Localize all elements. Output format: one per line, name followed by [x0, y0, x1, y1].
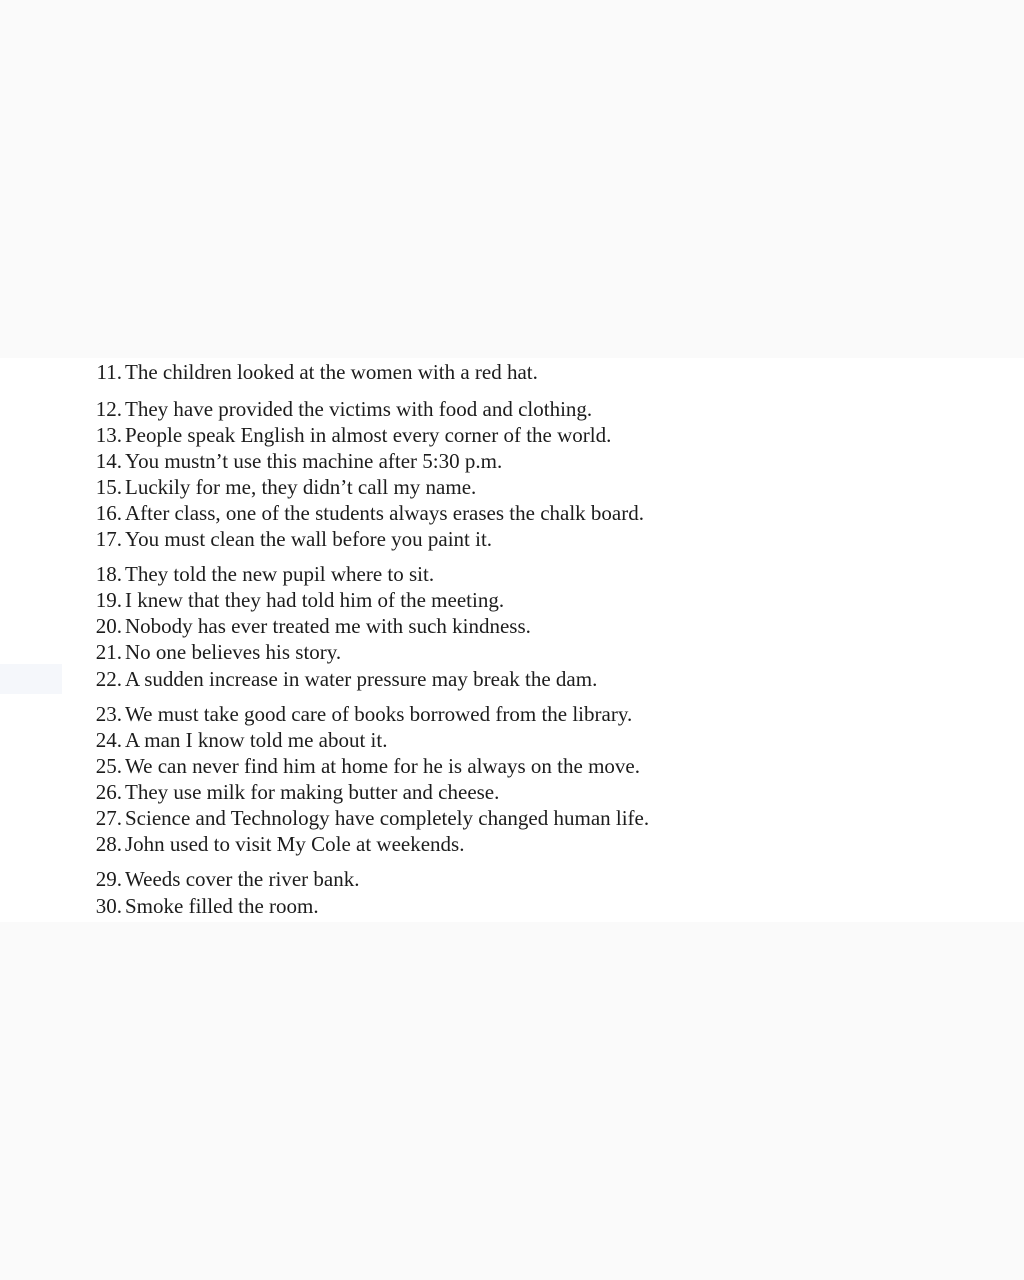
- item-text: John used to visit My Cole at weekends.: [125, 832, 465, 856]
- item-number: 22.: [95, 667, 122, 691]
- item-text: I knew that they had told him of the meeting.: [125, 588, 505, 612]
- item-text: We can never find him at home for he is always on the move.: [125, 754, 640, 778]
- list-item: [0, 866, 1024, 892]
- list-item: [0, 805, 1024, 831]
- item-number: 14.: [95, 449, 122, 473]
- list-item: [0, 359, 1024, 385]
- list-item: [0, 422, 1024, 448]
- item-text: We must take good care of books borrowed from the library.: [125, 702, 633, 726]
- list-item: [0, 727, 1024, 753]
- sentence-list: [0, 358, 1024, 922]
- list-item: [0, 526, 1024, 552]
- item-number: 20.: [95, 614, 122, 638]
- item-number: 27.: [95, 806, 122, 830]
- item-text: You must clean the wall before you paint it.: [125, 527, 493, 551]
- margin-highlight: [0, 664, 62, 694]
- list-item: [0, 561, 1024, 587]
- item-number: 25.: [95, 754, 122, 778]
- item-number: 11.: [96, 360, 122, 384]
- list-item: [0, 831, 1024, 857]
- list-item: [0, 448, 1024, 474]
- item-number: 18.: [95, 562, 122, 586]
- document-page: [0, 358, 1024, 922]
- item-text: They told the new pupil where to sit.: [125, 562, 435, 586]
- item-text: Smoke filled the room.: [125, 894, 319, 918]
- list-item: [0, 701, 1024, 727]
- item-number: 17.: [95, 527, 122, 551]
- item-number: 19.: [95, 588, 122, 612]
- item-text: They use milk for making butter and cheese.: [125, 780, 500, 804]
- item-number: 26.: [95, 780, 122, 804]
- list-item: [0, 396, 1024, 422]
- list-item: [0, 666, 1024, 692]
- item-number: 24.: [95, 728, 122, 752]
- item-number: 15.: [95, 475, 122, 499]
- item-text: Science and Technology have completely changed human life.: [125, 806, 650, 830]
- item-text: A sudden increase in water pressure may break the dam.: [125, 667, 598, 691]
- list-item: [0, 587, 1024, 613]
- list-item: [0, 893, 1024, 919]
- item-text: A man I know told me about it.: [125, 728, 388, 752]
- item-text: After class, one of the students always erases the chalk board.: [125, 501, 644, 525]
- item-text: They have provided the victims with food and clothing.: [125, 397, 593, 421]
- item-number: 13.: [95, 423, 122, 447]
- item-number: 21.: [95, 640, 122, 664]
- item-text: Nobody has ever treated me with such kindness.: [125, 614, 531, 638]
- item-text: Weeds cover the river bank.: [125, 867, 360, 891]
- list-item: [0, 500, 1024, 526]
- item-text: You mustn’t use this machine after 5:30 p.m.: [125, 449, 503, 473]
- item-number: 30.: [95, 894, 122, 918]
- item-number: 29.: [95, 867, 122, 891]
- item-text: The children looked at the women with a red hat.: [125, 360, 538, 384]
- list-item: [0, 613, 1024, 639]
- list-item: [0, 639, 1024, 665]
- item-text: People speak English in almost every corner of the world.: [125, 423, 612, 447]
- list-item: [0, 474, 1024, 500]
- item-number: 12.: [95, 397, 122, 421]
- item-number: 23.: [95, 702, 122, 726]
- list-item: [0, 779, 1024, 805]
- list-item: [0, 753, 1024, 779]
- item-number: 16.: [95, 501, 122, 525]
- item-text: Luckily for me, they didn’t call my name.: [125, 475, 477, 499]
- item-number: 28.: [95, 832, 122, 856]
- item-text: No one believes his story.: [125, 640, 342, 664]
